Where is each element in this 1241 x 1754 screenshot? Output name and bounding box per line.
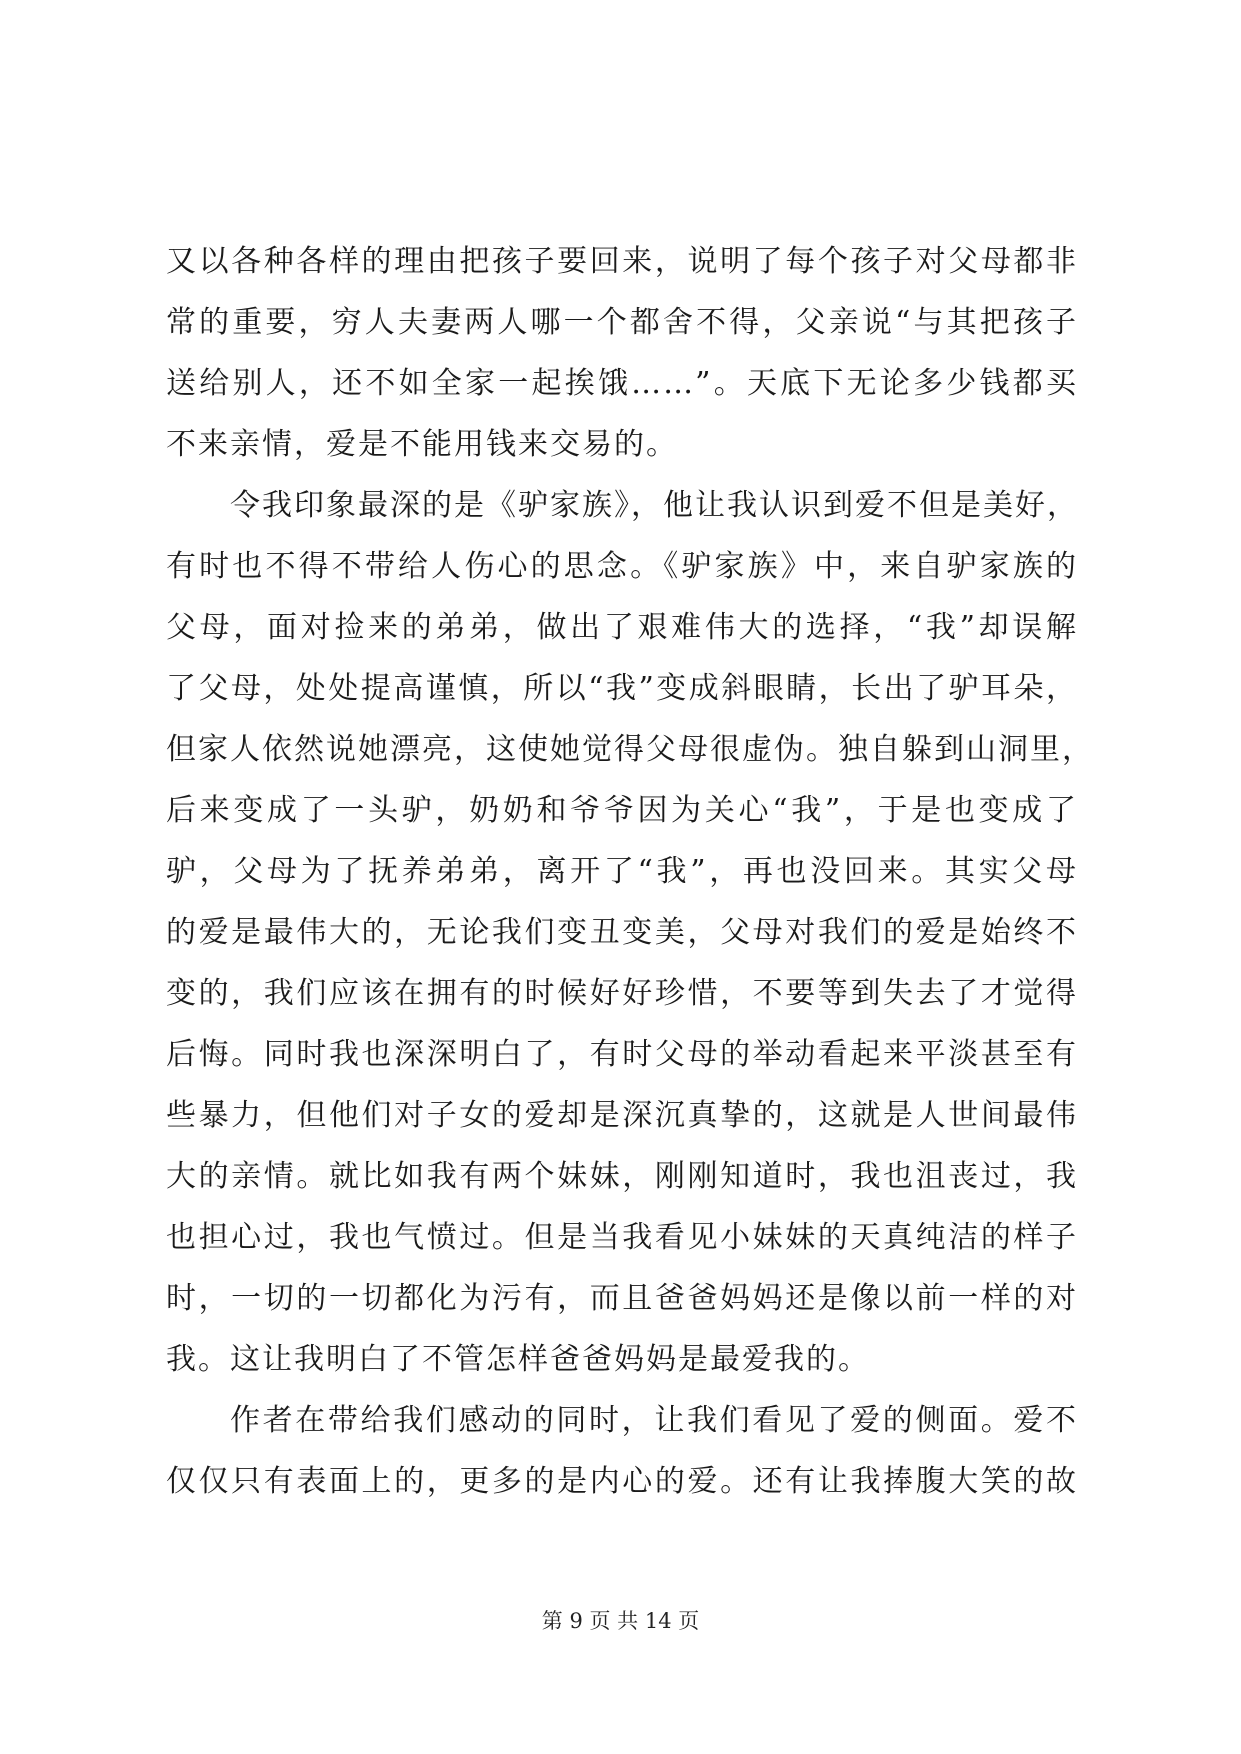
text-line: 些暴力，但他们对子女的爱却是深沉真挚的，这就是人世间最伟 bbox=[166, 1098, 1078, 1133]
text-line: 又以各种各样的理由把孩子要回来，说明了每个孩子对父母都非 bbox=[166, 244, 1078, 279]
body-text bbox=[166, 231, 1094, 1512]
text-line: 父母，面对捡来的弟弟，做出了艰难伟大的选择，“我”却误解 bbox=[166, 610, 1078, 645]
text-line: 但家人依然说她漂亮，这使她觉得父母很虚伪。独自躲到山洞里， bbox=[166, 732, 1094, 767]
text-line: 时，一切的一切都化为污有，而且爸爸妈妈还是像以前一样的对 bbox=[166, 1281, 1078, 1316]
page-footer bbox=[0, 1606, 1241, 1636]
text-line: 驴，父母为了抚养弟弟，离开了“我”，再也没回来。其实父母 bbox=[166, 854, 1078, 889]
text-line: 大的亲情。就比如我有两个妹妹，刚刚知道时，我也沮丧过，我 bbox=[166, 1159, 1078, 1194]
page-number-label: 第 9 页 共 14 页 bbox=[541, 1609, 700, 1633]
text-line: 我。这让我明白了不管怎样爸爸妈妈是最爱我的。 bbox=[166, 1342, 870, 1377]
text-line: 后来变成了一头驴，奶奶和爷爷因为关心“我”，于是也变成了 bbox=[166, 793, 1078, 828]
text-line: 了父母，处处提高谨慎，所以“我”变成斜眼睛，长出了驴耳朵， bbox=[166, 671, 1078, 706]
text-line: 也担心过，我也气愤过。但是当我看见小妹妹的天真纯洁的样子 bbox=[166, 1220, 1078, 1255]
text-line: 送给别人，还不如全家一起挨饿……”。天底下无论多少钱都买 bbox=[166, 366, 1078, 401]
text-line: 有时也不得不带给人伤心的思念。《驴家族》中，来自驴家族的 bbox=[166, 549, 1078, 584]
paragraph-start-line: 作者在带给我们感动的同时，让我们看见了爱的侧面。爱不 bbox=[230, 1403, 1078, 1438]
paragraph-start-line: 令我印象最深的是《驴家族》，他让我认识到爱不但是美好， bbox=[230, 488, 1079, 523]
text-line: 常的重要，穷人夫妻两人哪一个都舍不得，父亲说“与其把孩子 bbox=[166, 305, 1078, 340]
text-line: 的爱是最伟大的，无论我们变丑变美，父母对我们的爱是始终不 bbox=[166, 915, 1078, 950]
text-line: 变的，我们应该在拥有的时候好好珍惜，不要等到失去了才觉得 bbox=[166, 976, 1078, 1011]
text-line: 后悔。同时我也深深明白了，有时父母的举动看起来平淡甚至有 bbox=[166, 1037, 1078, 1072]
text-line: 仅仅只有表面上的，更多的是内心的爱。还有让我捧腹大笑的故 bbox=[166, 1464, 1078, 1499]
text-line: 不来亲情，爱是不能用钱来交易的。 bbox=[166, 427, 678, 462]
